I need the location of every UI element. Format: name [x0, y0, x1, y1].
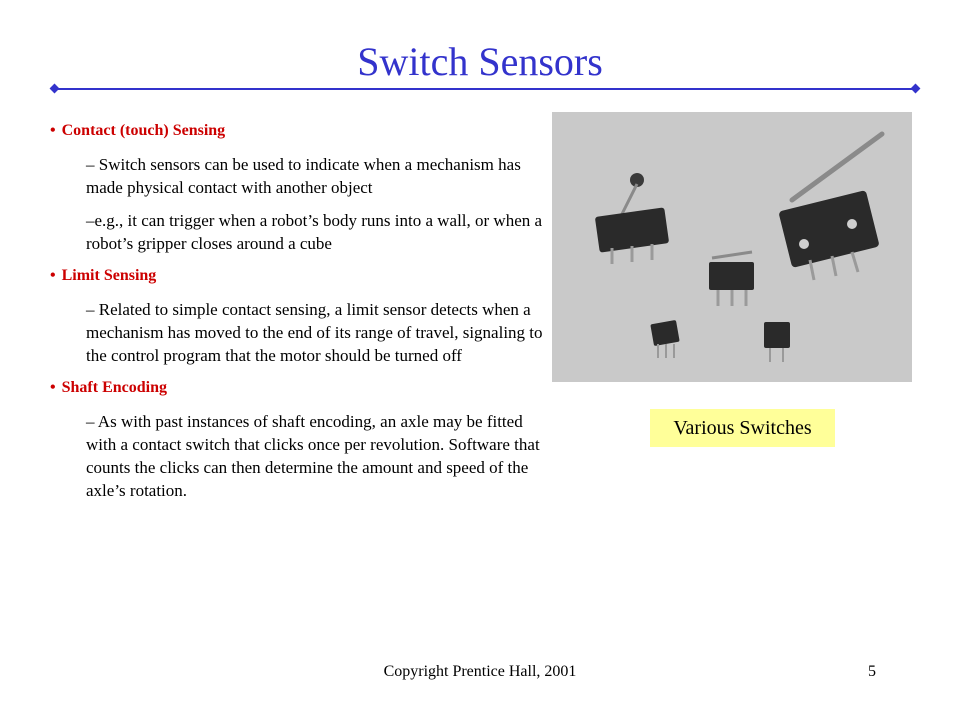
bullet-dot: •: [50, 267, 56, 284]
sub-point: – Switch sensors can be used to indicate when a mechanism has made physical contact with another object: [86, 155, 521, 197]
footer-copyright: Copyright Prentice Hall, 2001: [383, 663, 577, 680]
bullet-dot: •: [50, 379, 56, 396]
image-caption: Various Switches: [650, 409, 835, 447]
page-number: 5: [868, 663, 876, 680]
sub-point: – As with past instances of shaft encoding, an axle may be fitted with a contact switch that clicks once per revolution. Software that counts the clicks can then determine the amount and speed of the axle’s rotation.: [86, 412, 540, 500]
bullet-heading-contact-sensing: • Contact (touch) Sensing: [50, 122, 226, 139]
bullet-list: [50, 120, 550, 512]
sub-point: – Related to simple contact sensing, a limit sensor detects when a mechanism has moved to the end of its range of travel, signaling to the control program that the motor should be turned off: [86, 300, 543, 365]
bullet-dot: •: [50, 122, 56, 139]
bullet-heading-shaft-encoding: • Shaft Encoding: [50, 379, 167, 396]
switches-photo: [552, 112, 912, 382]
slide-title: Switch Sensors: [357, 39, 603, 84]
bullet-heading-limit-sensing: • Limit Sensing: [50, 267, 157, 284]
title-underline: [54, 88, 916, 90]
sub-point: –e.g., it can trigger when a robot’s body runs into a wall, or when a robot’s gripper closes around a cube: [86, 211, 543, 253]
